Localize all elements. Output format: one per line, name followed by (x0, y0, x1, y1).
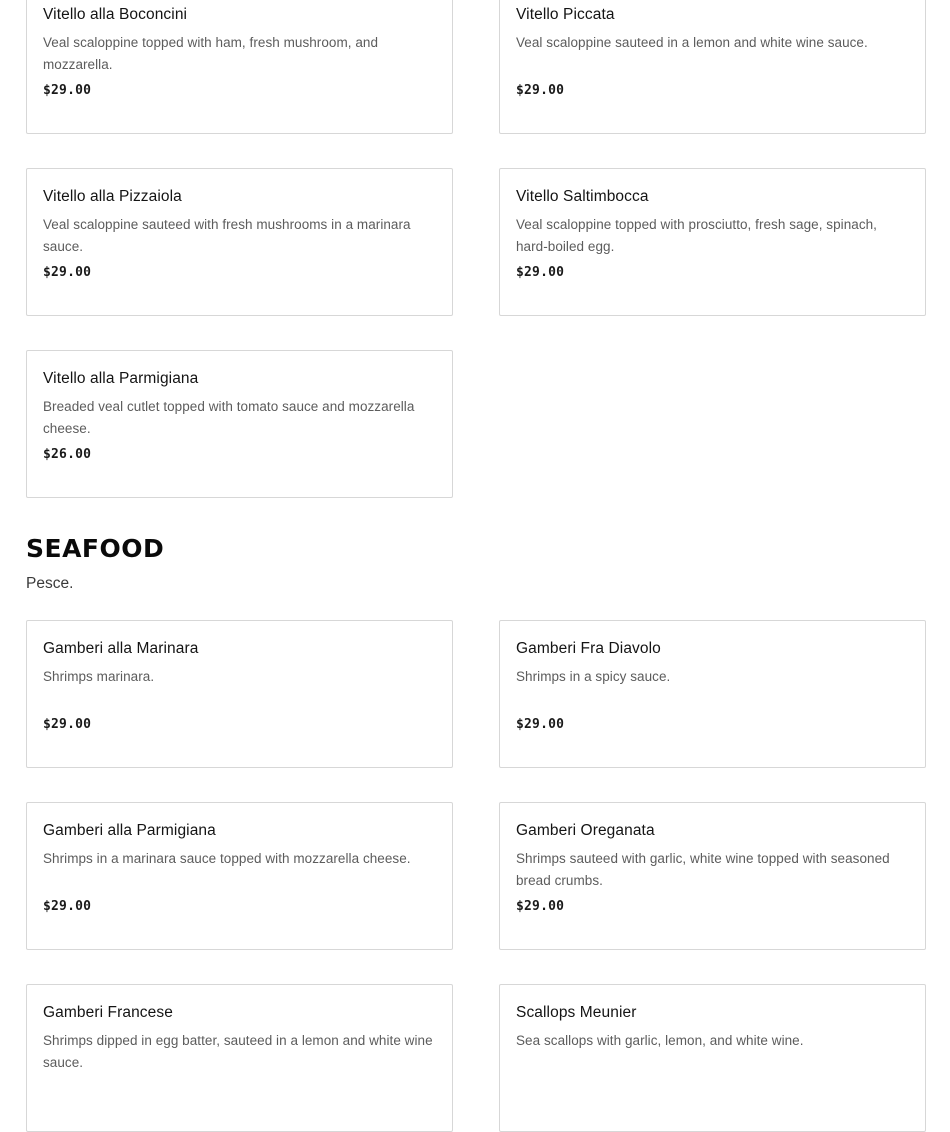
menu-item-description: Sea scallops with garlic, lemon, and white wine. (516, 1033, 804, 1048)
menu-item-card[interactable] (26, 620, 453, 768)
menu-item-card[interactable] (26, 168, 453, 316)
menu-item-description: Shrimps sauteed with garlic, white wine topped with seasoned bread crumbs. (516, 851, 890, 888)
menu-item-price: $29.00 (43, 83, 92, 98)
menu-item-name: Vitello alla Parmigiana (43, 370, 199, 387)
menu-item-description: Veal scaloppine sauteed with fresh mushrooms in a marinara sauce. (43, 217, 411, 254)
menu-item-name: Scallops Meunier (516, 1004, 637, 1021)
menu-item-card[interactable] (26, 802, 453, 950)
menu-item-price: $29.00 (516, 265, 565, 280)
menu-item-name: Gamberi alla Marinara (43, 640, 199, 657)
menu-item-card[interactable] (499, 984, 926, 1132)
menu-item-card[interactable] (499, 168, 926, 316)
menu-item-name: Vitello alla Boconcini (43, 6, 188, 23)
menu-item-card[interactable] (26, 350, 453, 498)
menu-item-name: Vitello Piccata (516, 6, 615, 23)
menu-item-description: Shrimps marinara. (43, 669, 155, 684)
menu-item-price: $29.00 (43, 265, 92, 280)
section-subtitle: Pesce. (26, 575, 74, 592)
menu-item-price: $29.00 (516, 899, 565, 914)
menu-item-card[interactable] (26, 984, 453, 1132)
menu-item-price: $29.00 (43, 717, 92, 732)
menu-item-card[interactable] (499, 620, 926, 768)
menu-item-card[interactable] (499, 802, 926, 950)
menu-item-description: Shrimps in a marinara sauce topped with mozzarella cheese. (43, 851, 411, 866)
menu-item-price: $29.00 (516, 717, 565, 732)
menu-item-card[interactable] (26, 0, 453, 134)
menu-item-price: $29.00 (43, 899, 92, 914)
menu-item-price: $26.00 (43, 447, 92, 462)
menu-item-description: Veal scaloppine sauteed in a lemon and white wine sauce. (516, 35, 868, 50)
section-title: SEAFOOD (26, 534, 165, 563)
menu-item-description: Breaded veal cutlet topped with tomato sauce and mozzarella cheese. (43, 399, 415, 436)
menu-item-name: Vitello Saltimbocca (516, 188, 649, 205)
menu-item-name: Gamberi Francese (43, 1004, 173, 1021)
menu-item-name: Gamberi Fra Diavolo (516, 640, 661, 657)
menu-item-name: Gamberi Oreganata (516, 822, 655, 839)
menu-item-name: Vitello alla Pizzaiola (43, 188, 182, 205)
menu-item-description: Veal scaloppine topped with ham, fresh mushroom, and mozzarella. (43, 35, 379, 72)
menu-item-name: Gamberi alla Parmigiana (43, 822, 216, 839)
menu-item-description: Shrimps in a spicy sauce. (516, 669, 671, 684)
menu-item-card[interactable] (499, 0, 926, 134)
menu-item-description: Shrimps dipped in egg batter, sauteed in a lemon and white wine sauce. (43, 1033, 433, 1070)
menu-item-price: $29.00 (516, 83, 565, 98)
menu-item-description: Veal scaloppine topped with prosciutto, fresh sage, spinach, hard-boiled egg. (516, 217, 877, 254)
